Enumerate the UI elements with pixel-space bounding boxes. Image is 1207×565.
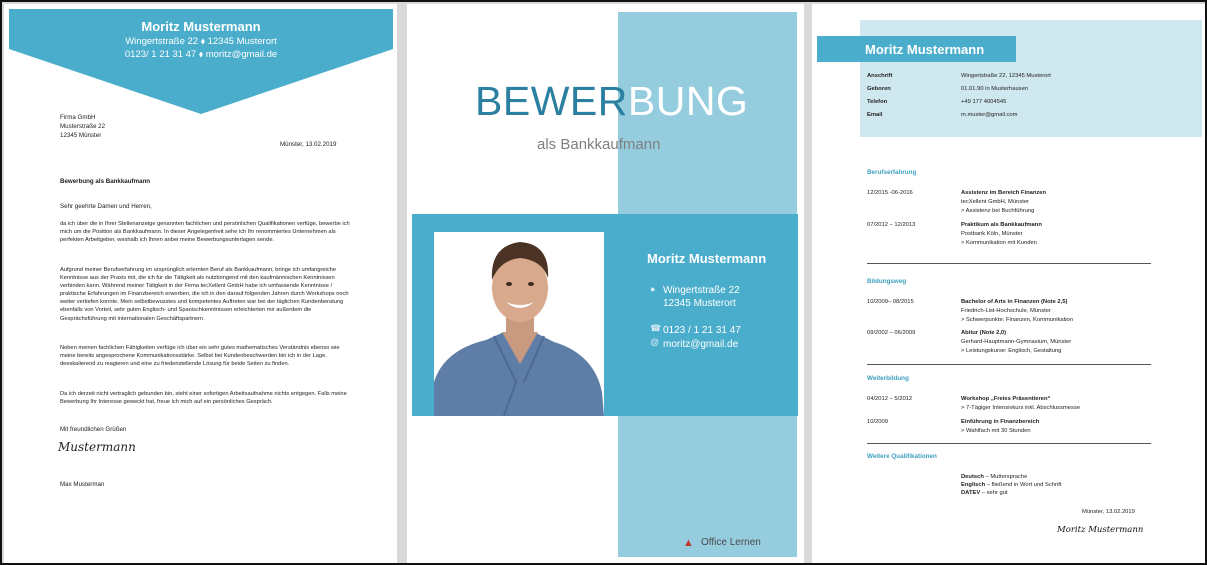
- letter-paragraph: da ich über die in Ihrer Stellenanzeige genannten fachlichen und persönlichen Qualifikationen verfüge, bewerbe ich mich um die Position als Bankkaufmann. In dieser Angelegenheit sehe ich Ihr renommiertes Unternehmen als perfekten Arbeitgeber, weshalb ich Ihnen anbei meine Bewerbungsunterlagen sende.: [60, 221, 350, 244]
- entry-line: > Wahlfach mit 30 Stunden: [961, 428, 1031, 434]
- phone-icon: ☎: [650, 323, 662, 333]
- cover-email: moritz@gmail.de: [663, 339, 739, 350]
- entry-line: Postbank Köln, Münster: [961, 231, 1023, 237]
- entry-date: 04/2012 – 5/2012: [867, 396, 913, 402]
- letter-sender-address: Wingertstraße 22 ⬧ 12345 Musterort: [125, 36, 277, 47]
- cover-letter-page: [4, 4, 397, 564]
- letter-subject: Bewerbung als Bankkaufmann: [60, 178, 151, 185]
- entry-date: 10/2009– 08/2015: [867, 299, 914, 305]
- personal-value: m.muster@gmail.com: [961, 112, 1018, 118]
- cover-accent-band-bottom: [618, 416, 797, 557]
- cover-subtitle: als Bankkaufmann: [537, 136, 661, 153]
- section-divider: [867, 443, 1151, 444]
- personal-label: Anschrift: [867, 73, 893, 79]
- section-title-training: Weiterbildung: [867, 375, 909, 382]
- letter-paragraph: Aufgrund meiner Berufserfahrung im ursprünglich erlernten Beruf als Bankkaufmann, bringe ich umfangreiche Kenntnisse aus der Praxis mit, die ich für die Tätigkeit als nutzbringend mit den kaufmännischen Kenntnissen verbinden kann. Während meiner Tätigkeit in der Firma tecXellent GmbH habe ich umfassende Kenntnisse / praktische Erfahrungen im Finanzbereich erworben, die ich in den darauf folgenden Jahren durch Workshops noch weiter vertiefen konnte. Mein selbstbewusstes und kompetentes Auftreten war bei der täglichen Kundenberatung ebenfalls von Vorteil, sehr guten Englisch- und Spanischkenntnissen erleichterten mir außerdem die Gesprächsführung mit internationalen Geschäftspartnern.: [60, 267, 349, 322]
- section-divider: [867, 364, 1151, 365]
- section-divider: [867, 263, 1151, 264]
- entry-line: > Schwerpunkte: Finanzen, Kommunikation: [961, 317, 1073, 323]
- skill-label: DATEV: [961, 490, 981, 496]
- cover-title: [475, 78, 748, 125]
- cover-name: Moritz Mustermann: [647, 251, 767, 266]
- cover-page: [407, 4, 804, 564]
- letter-paragraph: Neben meinen fachlichen Fähigkeiten verfüge ich über ein sehr gutes mathematisches Verständnis ebenso wie meine bereits angesprochene Kommunikationsstärke. Selbst bei Kundenbeschwerden bin ich in der Lage, deeskalierend zu reagieren und eine zu friedenstellende Lösung für beide Seiten zu finden.: [60, 345, 340, 368]
- entry-line: > Leistungskurse: Englisch, Gestaltung: [961, 348, 1062, 354]
- cover-title-part1: BEWER: [475, 78, 628, 124]
- section-title-work: Berufserfahrung: [867, 169, 917, 176]
- entry-title: Assistenz im Bereich Finanzen: [961, 190, 1047, 196]
- at-sign-icon: @: [650, 337, 660, 347]
- letter-date: Münster, 13.02.2019: [280, 141, 337, 148]
- personal-label: Email: [867, 112, 883, 118]
- letter-signature: Mustermann: [58, 440, 136, 454]
- entry-line: tecXellent GmbH, Münster: [961, 199, 1029, 205]
- section-title-skills: Weitere Qualifikationen: [867, 453, 937, 460]
- recipient-line: Musterstraße 22: [60, 123, 106, 130]
- skill-line: [961, 482, 1061, 488]
- skill-line: [961, 490, 1008, 496]
- letter-salutation: Sehr geehrte Damen und Herren,: [60, 203, 152, 210]
- resume-date: Münster, 13.02.2019: [1082, 509, 1135, 515]
- entry-title: Praktikum als Bankkaufmann: [961, 222, 1042, 228]
- cover-contact-panel: [412, 214, 798, 416]
- skill-level: – sehr gut: [980, 490, 1008, 496]
- resume-name-bar: [817, 36, 1016, 62]
- skill-level: – Muttersprache: [983, 474, 1028, 480]
- resume-page: [812, 4, 1205, 564]
- skill-label: Deutsch: [961, 474, 984, 480]
- entry-line: > Kommunikation mit Kunden: [961, 240, 1037, 246]
- resume-signature: Moritz Mustermann: [1057, 525, 1144, 535]
- recipient-line: Firma GmbH: [60, 114, 96, 121]
- office-lernen-logo: Office Lernen: [701, 537, 761, 548]
- resume-name: Moritz Mustermann: [865, 42, 985, 57]
- cover-street: Wingertstraße 22: [663, 285, 740, 296]
- section-title-education: Bildungsweg: [867, 278, 907, 285]
- letter-header-banner: [9, 9, 393, 114]
- letter-paragraph: Da ich derzeit nicht vertraglich gebunden bin, steht einer sofortigen Arbeitsaufnahme nichts entgegen. Falls meine Bewerbung Ihr Interesse geweckt hat, freue ich mich auf ein persönliches Gespräch.: [60, 391, 347, 406]
- graduation-cap-icon: ▲: [683, 537, 694, 549]
- entry-title: Abitur (Note 2,0): [961, 330, 1007, 336]
- entry-line: > 7-Tägiger Intensivkurs inkl. Abschlussmesse: [961, 405, 1081, 411]
- letter-sender-name: Moritz Mustermann: [141, 19, 261, 34]
- entry-line: > Assistenz bei Buchführung: [961, 208, 1035, 214]
- skill-label: Englisch: [961, 482, 986, 488]
- cover-city: 12345 Musterort: [663, 298, 736, 309]
- applicant-photo: [434, 232, 604, 416]
- entry-title: Einführung in Finanzbereich: [961, 419, 1040, 425]
- entry-date: 09/2002 – 06/2009: [867, 330, 916, 336]
- skill-line: [961, 474, 1027, 480]
- personal-value: 01.01.90 in Musterhausen: [961, 86, 1029, 92]
- letter-closing: Mit freundlichen Grüßen: [60, 426, 127, 433]
- entry-line: Gerhard-Hauptmann-Gymnasium, Münster: [961, 339, 1072, 345]
- personal-label: Geboren: [867, 86, 891, 92]
- cover-phone: 0123 / 1 21 31 47: [663, 325, 741, 336]
- letter-sender-contact: 0123/ 1 21 31 47 ⬧ moritz@gmail.de: [124, 49, 278, 60]
- entry-date: 12/2015 -06-2016: [867, 190, 913, 196]
- entry-line: Friedrich-List-Hochschule, Münster: [961, 308, 1051, 314]
- entry-date: 07/2012 – 12/2013: [867, 222, 916, 228]
- cover-title-part2: BUNG: [627, 78, 749, 124]
- personal-value: +49 177 4004545: [961, 99, 1007, 105]
- entry-date: 10/2009: [867, 419, 888, 425]
- entry-title: Bachelor of Arts in Finanzen (Note 2,5): [961, 299, 1068, 305]
- entry-title: Workshop „Freies Präsentieren“: [961, 396, 1051, 402]
- personal-value: Wingertstraße 22, 12345 Musterort: [961, 73, 1051, 79]
- personal-label: Telefon: [867, 99, 888, 105]
- letter-signer-name: Max Musterman: [60, 481, 105, 488]
- location-pin-icon: ●: [650, 284, 656, 294]
- skill-level: – fließend in Wort und Schrift: [985, 482, 1062, 488]
- recipient-line: 12345 Münster: [60, 132, 102, 139]
